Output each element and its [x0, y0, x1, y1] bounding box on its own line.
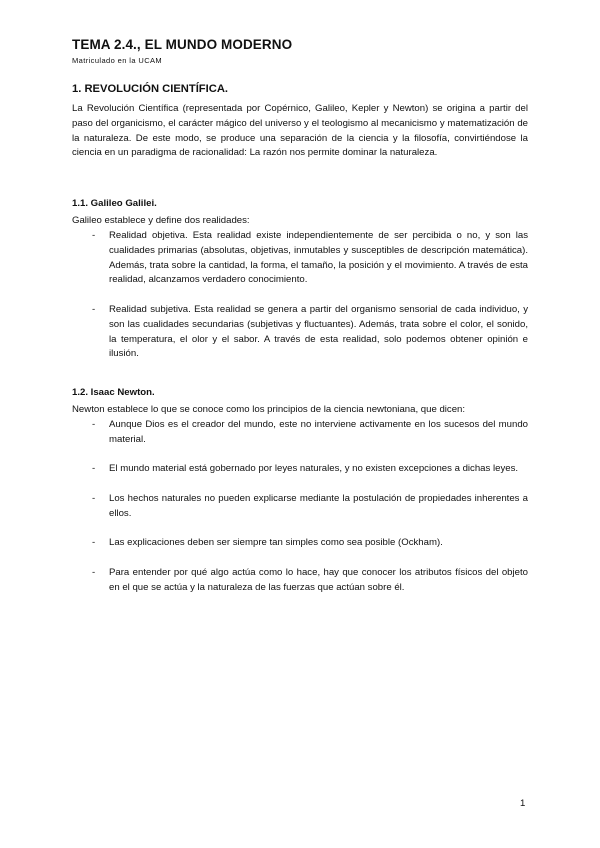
list-item-text: Las explicaciones deben ser siempre tan simples como sea posible (Ockham). — [109, 537, 443, 549]
list-item — [72, 229, 528, 288]
section-heading-revolucion: 1. REVOLUCIÓN CIENTÍFICA. — [72, 83, 229, 95]
document-page — [72, 36, 528, 596]
document-subtitle: Matriculado en la UCAM — [72, 56, 163, 65]
bullet-dash: - — [92, 537, 96, 549]
bullet-dash: - — [92, 566, 96, 578]
list-item — [72, 536, 528, 551]
list-item-text: Realidad objetiva. Esta realidad existe independientemente de ser percibida o no, y son las cualidades primarias (absolutas, objetivas, inmutables y susceptibles de descripción matemática). Además, trata sobre la cantidad, la forma, el tamaño, la posición y el movimiento. A través de esta realidad, alcanzamos verdadero conocimiento. — [109, 229, 528, 286]
list-item-text: Realidad subjetiva. Esta realidad se genera a partir del organismo sensorial de cada individuo, y son las cualidades secundarias (subjetivas y fluctuantes). Además, trata sobre el color, el sonido, la temperatura, el olor y el sabor. A través de esta realidad, solo podemos obtener opinión e ilusión. — [109, 303, 528, 360]
list-item — [72, 492, 528, 522]
list-item — [72, 418, 528, 448]
page-number: 1 — [520, 798, 526, 809]
bullet-dash: - — [92, 463, 96, 475]
list-item-text: El mundo material está gobernado por leyes naturales, y no existen excepciones a dichas leyes. — [109, 463, 519, 475]
bullet-dash: - — [92, 229, 96, 241]
bullet-dash: - — [92, 492, 96, 504]
subsection-heading-newton: 1.2. Isaac Newton. — [72, 387, 155, 399]
subsection-heading-galileo: 1.1. Galileo Galilei. — [72, 198, 157, 210]
list-item-text: Aunque Dios es el creador del mundo, este no interviene activamente en los sucesos del mundo material. — [109, 418, 528, 445]
section-intro-paragraph: La Revolución Científica (representada por Copérnico, Galileo, Kepler y Newton) se origina a partir del paso del organicismo, el carácter mágico del universo y el teologismo al mecanicismo y matematización de la naturaleza. De este modo, se produce una separación de la ciencia y la filosofía, convirtiéndose la ciencia en un paradigma de racionalidad: La razón nos permite dominar la naturaleza. — [72, 103, 528, 159]
list-item — [72, 303, 528, 362]
bullet-dash: - — [92, 303, 96, 315]
list-item — [72, 462, 528, 477]
galileo-lead-paragraph: Galileo establece y define dos realidades: — [72, 215, 250, 227]
galileo-list — [72, 229, 528, 362]
newton-list — [72, 418, 528, 596]
list-item-text: Para entender por qué algo actúa como lo hace, hay que conocer los atributos físicos del objeto en el que se actúa y la naturaleza de las fuerzas que actúan sobre él. — [109, 566, 528, 593]
list-item — [72, 566, 528, 596]
document-title: TEMA 2.4., EL MUNDO MODERNO — [72, 37, 293, 52]
bullet-dash: - — [92, 418, 96, 430]
list-item-text: Los hechos naturales no pueden explicarse mediante la postulación de propiedades inherentes a ellos. — [109, 492, 528, 519]
newton-lead-paragraph: Newton establece lo que se conoce como los principios de la ciencia newtoniana, que dicen: — [72, 404, 466, 416]
